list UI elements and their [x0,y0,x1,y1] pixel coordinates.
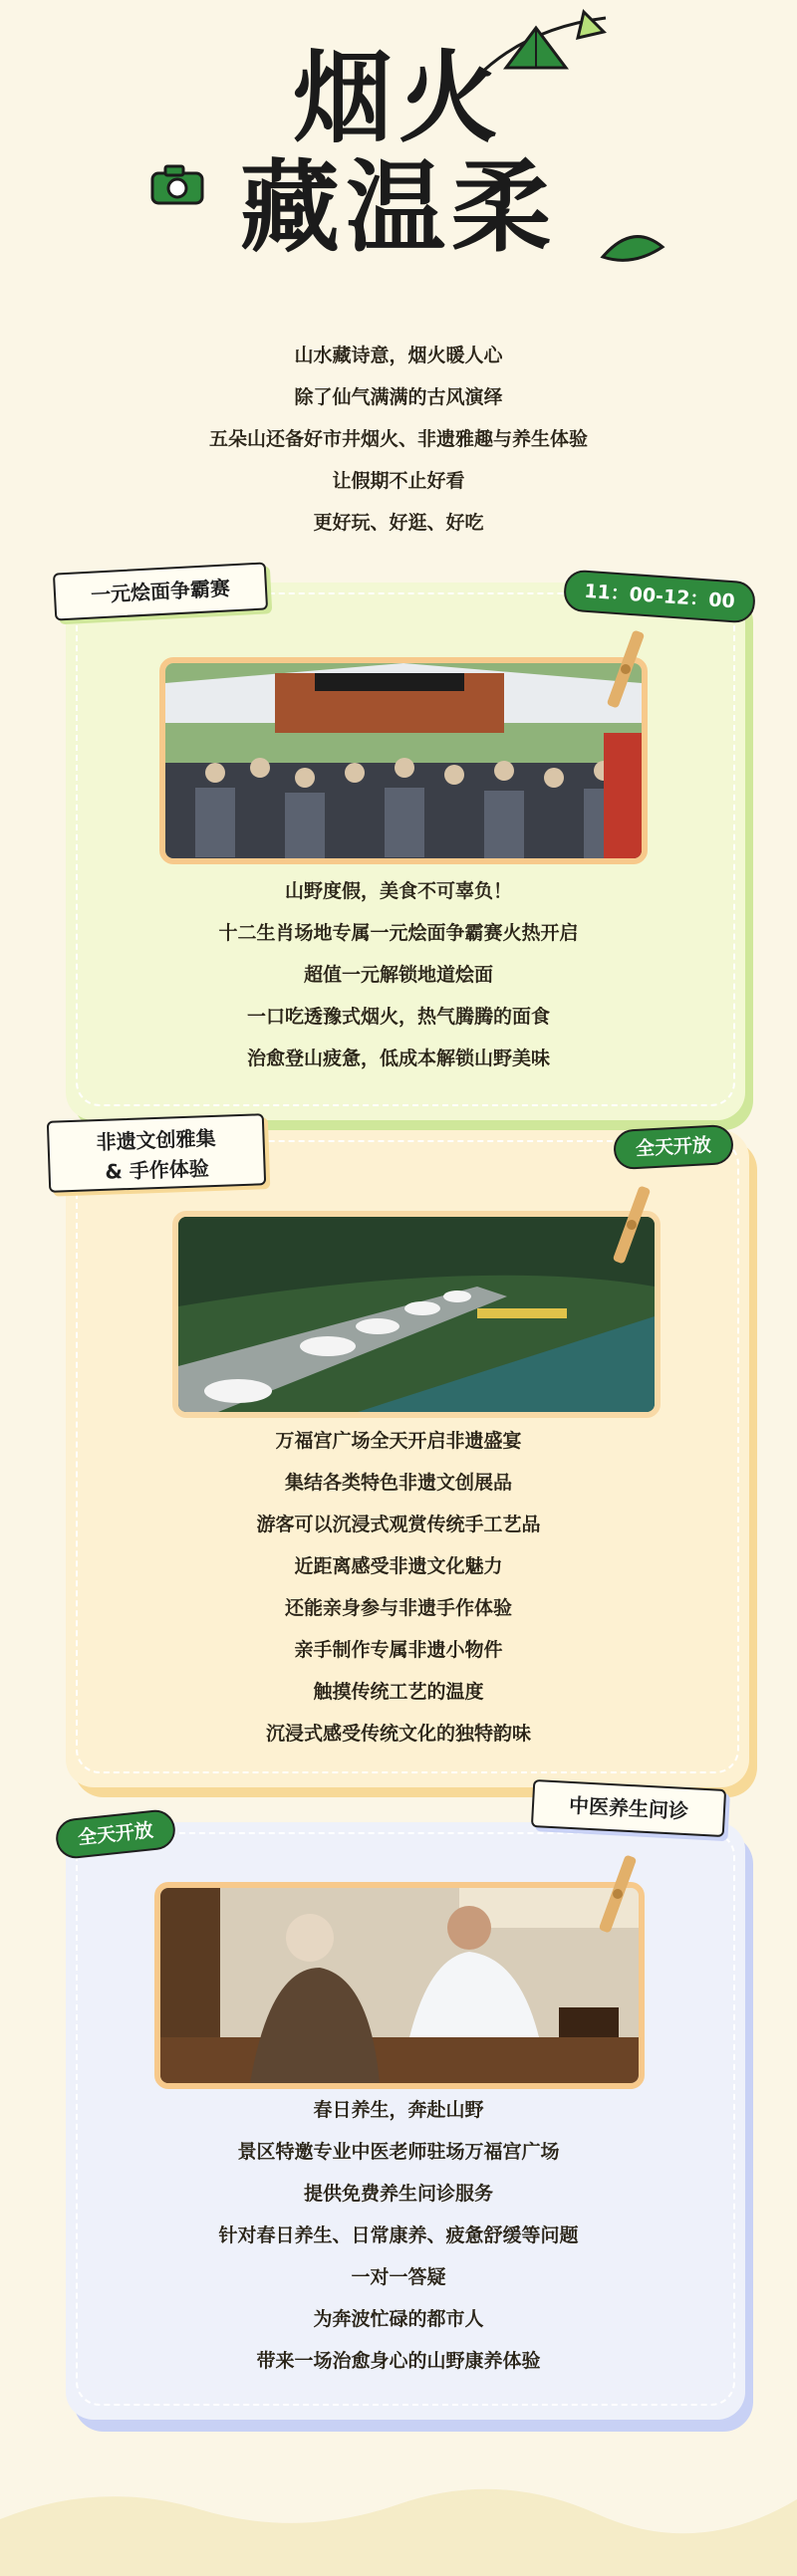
photo-illustration [165,663,642,858]
section3-time-badge: 全天开放 [54,1808,177,1860]
section2-title-line1: 非遗文创雅集 [96,1125,216,1155]
leaf-icon [598,227,667,267]
clothespin-icon [598,1854,638,1934]
intro-line: 让假期不止好看 [332,470,465,492]
intro-text [0,335,797,544]
intro-line: 除了仙气满满的古风演绎 [294,386,503,408]
description-line: 超值一元解锁地道烩面 [303,964,493,986]
description-line: 近距离感受非遗文化魅力 [294,1555,503,1577]
description-line: 沉浸式感受传统文化的独特韵味 [265,1723,531,1745]
clothespin-icon [606,629,646,709]
photo-illustration [160,1888,639,2083]
description-line: 一对一答疑 [351,2266,446,2288]
noodle-competition-photo [159,657,648,864]
intro-line: 更好玩、好逛、好吃 [313,512,484,534]
hero-header [0,0,797,319]
description-line: 春日养生，奔赴山野 [313,2099,484,2121]
section1-description [0,870,797,1079]
section2-title-line2: & 手作体验 [105,1156,210,1184]
description-line: 治愈登山疲惫，低成本解锁山野美味 [246,1048,550,1069]
description-line: 亲手制作专属非遗小物件 [294,1639,503,1661]
section1-title: 一元烩面争霸赛 [53,562,268,620]
bottom-wave-decoration [0,2459,797,2576]
clothespin-icon [612,1185,652,1265]
intro-line: 五朵山还备好市井烟火、非遗雅趣与养生体验 [208,428,588,450]
tcm-consultation-photo [154,1882,645,2089]
description-line: 提供免费养生问诊服务 [303,2183,493,2205]
camera-icon [149,164,205,206]
description-line: 一口吃透豫式烟火，热气腾腾的面食 [246,1006,550,1028]
photo-illustration [178,1217,655,1412]
section3-description [0,2089,797,2382]
main-title-line1: 烟火 [293,40,504,156]
description-line: 为奔波忙碌的都市人 [313,2308,484,2330]
section2-time-badge: 全天开放 [613,1124,734,1170]
description-line: 带来一场治愈身心的山野康养体验 [256,2350,541,2372]
intro-line: 山水藏诗意，烟火暖人心 [294,345,503,366]
description-line: 游客可以沉浸式观赏传统手工艺品 [256,1514,541,1535]
section2-description [0,1420,797,1755]
description-line: 景区特邀专业中医老师驻场万福宫广场 [237,2141,560,2163]
section3-title: 中医养生问诊 [531,1779,726,1837]
description-line: 触摸传统工艺的温度 [313,1681,484,1703]
description-line: 万福宫广场全天开启非遗盛宴 [275,1430,522,1452]
section1-time-badge: 11：00-12：00 [563,569,756,623]
description-line: 针对春日养生、日常康养、疲惫舒缓等问题 [218,2225,579,2246]
description-line: 集结各类特色非遗文创展品 [284,1472,512,1494]
description-line: 十二生肖场地专属一元烩面争霸赛火热开启 [218,922,579,944]
description-line: 山野度假，美食不可辜负！ [284,880,512,902]
section2-title [47,1113,266,1193]
main-title-line2: 藏温柔 [240,149,557,266]
description-line: 还能亲身参与非遗手作体验 [284,1597,512,1619]
heritage-market-photo [172,1211,661,1418]
